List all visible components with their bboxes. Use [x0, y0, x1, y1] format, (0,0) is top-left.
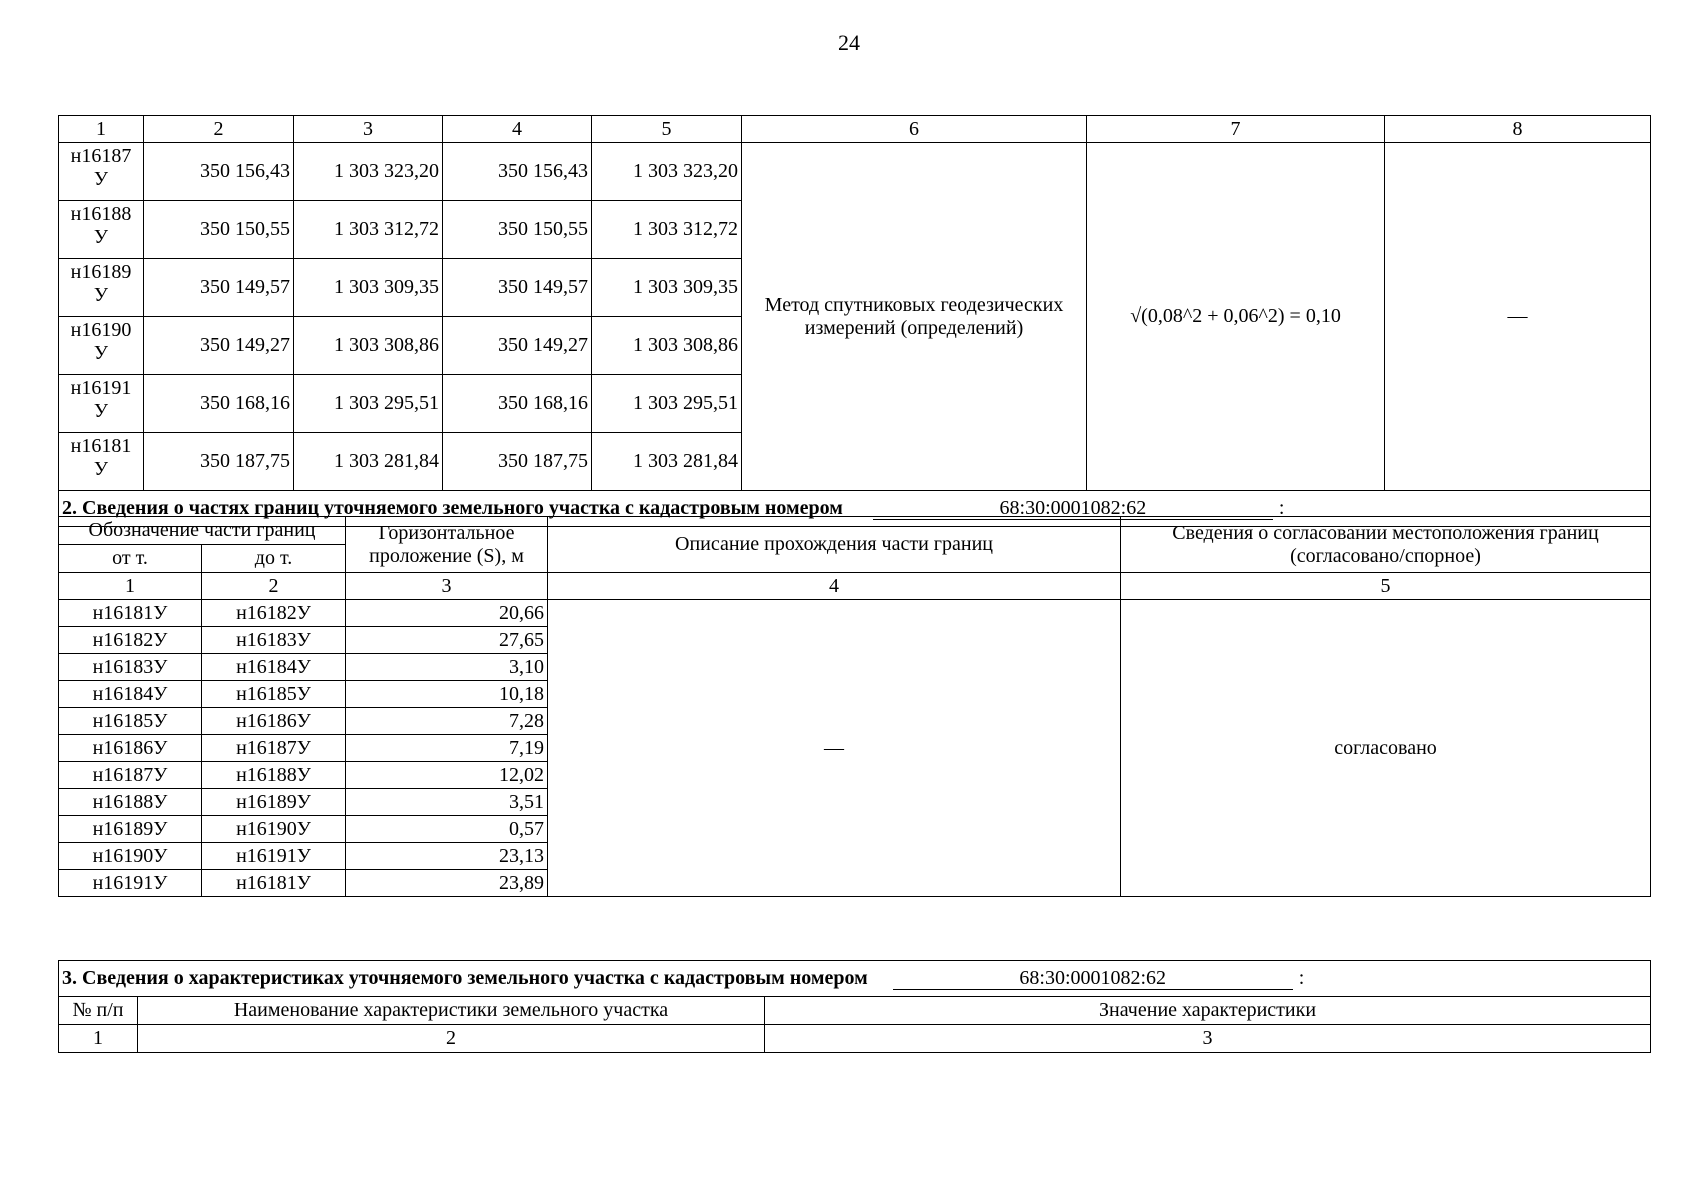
to-point: н16191У	[202, 843, 346, 870]
method-cell: Метод спутниковых геодезических измерений (определений)	[742, 143, 1087, 491]
number-header: № п/п	[59, 997, 138, 1025]
coord-y-cell: 1 303 323,20	[294, 143, 443, 201]
point-name: н16189 У	[59, 259, 144, 317]
agreement-header: Сведения о согласовании местоположения границ (согласовано/спорное)	[1121, 517, 1651, 573]
coord-y-cell: 1 303 281,84	[294, 433, 443, 491]
coord-x-cell: 350 168,16	[144, 375, 294, 433]
from-point: н16184У	[59, 681, 202, 708]
col-number: 8	[1385, 116, 1651, 143]
distance-cell: 10,18	[346, 681, 548, 708]
coord-x-cell: 350 149,57	[443, 259, 592, 317]
table-row	[59, 600, 1651, 627]
name-header: Наименование характеристики земельного участка	[138, 997, 765, 1025]
coord-x-cell: 350 156,43	[144, 143, 294, 201]
to-point: н16188У	[202, 762, 346, 789]
points-header-row	[59, 116, 1651, 143]
coord-x-cell: 350 150,55	[144, 201, 294, 259]
coord-y-cell: 1 303 308,86	[294, 317, 443, 375]
to-point: н16182У	[202, 600, 346, 627]
from-point: н16185У	[59, 708, 202, 735]
part-label-header: Обозначение части границ	[59, 517, 346, 545]
col-number: 3	[765, 1025, 1651, 1053]
to-point: н16183У	[202, 627, 346, 654]
coord-y-cell: 1 303 323,20	[592, 143, 742, 201]
to-point: н16184У	[202, 654, 346, 681]
characteristics-head-row	[59, 997, 1651, 1025]
col-number: 5	[1121, 573, 1651, 600]
boundary-colnum-row	[59, 573, 1651, 600]
from-point: н16182У	[59, 627, 202, 654]
coord-y-cell: 1 303 281,84	[592, 433, 742, 491]
distance-cell: 12,02	[346, 762, 548, 789]
section3-colon: :	[1298, 967, 1305, 989]
points-table	[58, 115, 1651, 527]
agreement-value: согласовано	[1121, 600, 1651, 897]
coord-y-cell: 1 303 312,72	[592, 201, 742, 259]
col-number: 2	[202, 573, 346, 600]
coord-y-cell: 1 303 295,51	[294, 375, 443, 433]
to-point: н16187У	[202, 735, 346, 762]
from-point: н16189У	[59, 816, 202, 843]
section2-title: 2. Сведения о частях границ уточняемого земельного участка с кадастровым номером	[62, 497, 843, 519]
section3-title-row	[59, 961, 1651, 997]
col-number: 4	[443, 116, 592, 143]
distance-cell: 3,51	[346, 789, 548, 816]
col-number: 1	[59, 1025, 138, 1053]
distance-cell: 23,89	[346, 870, 548, 897]
horizontal-header: Горизонтальное проложение (S), м	[346, 517, 548, 573]
section3-cadastral-number: 68:30:0001082:62	[893, 967, 1293, 990]
distance-cell: 7,28	[346, 708, 548, 735]
to-point: н16190У	[202, 816, 346, 843]
col-number: 3	[294, 116, 443, 143]
point-name: н16188 У	[59, 201, 144, 259]
col8-cell: —	[1385, 143, 1651, 491]
point-name: н16181 У	[59, 433, 144, 491]
section3-title: 3. Сведения о характеристиках уточняемого земельного участка с кадастровым номером	[62, 967, 868, 989]
distance-cell: 27,65	[346, 627, 548, 654]
from-header: от т.	[59, 545, 202, 573]
coord-x-cell: 350 149,57	[144, 259, 294, 317]
characteristics-colnum-row	[59, 1025, 1651, 1053]
from-point: н16187У	[59, 762, 202, 789]
col-number: 1	[59, 573, 202, 600]
coord-x-cell: 350 187,75	[443, 433, 592, 491]
coord-y-cell: 1 303 309,35	[294, 259, 443, 317]
point-name: н16191 У	[59, 375, 144, 433]
characteristics-table	[58, 960, 1651, 1053]
boundary-head-row	[59, 517, 1651, 545]
coord-x-cell: 350 156,43	[443, 143, 592, 201]
col-number: 2	[144, 116, 294, 143]
to-point: н16186У	[202, 708, 346, 735]
to-point: н16185У	[202, 681, 346, 708]
coord-y-cell: 1 303 309,35	[592, 259, 742, 317]
boundary-parts-table	[58, 516, 1651, 897]
distance-cell: 3,10	[346, 654, 548, 681]
from-point: н16188У	[59, 789, 202, 816]
coord-y-cell: 1 303 295,51	[592, 375, 742, 433]
page-number: 24	[838, 30, 860, 55]
distance-cell: 0,57	[346, 816, 548, 843]
to-point: н16189У	[202, 789, 346, 816]
col-number: 7	[1087, 116, 1385, 143]
table-row	[59, 143, 1651, 201]
section2-colon: :	[1278, 497, 1285, 519]
col-number: 1	[59, 116, 144, 143]
coord-x-cell: 350 168,16	[443, 375, 592, 433]
coord-y-cell: 1 303 312,72	[294, 201, 443, 259]
col-number: 6	[742, 116, 1087, 143]
from-point: н16181У	[59, 600, 202, 627]
coord-x-cell: 350 149,27	[144, 317, 294, 375]
value-header: Значение характеристики	[765, 997, 1651, 1025]
section3-title-cell	[59, 961, 1651, 997]
description-header: Описание прохождения части границ	[548, 517, 1121, 573]
col-number: 2	[138, 1025, 765, 1053]
coord-x-cell: 350 149,27	[443, 317, 592, 375]
to-point: н16181У	[202, 870, 346, 897]
distance-cell: 20,66	[346, 600, 548, 627]
from-point: н16183У	[59, 654, 202, 681]
point-name: н16187 У	[59, 143, 144, 201]
coord-x-cell: 350 187,75	[144, 433, 294, 491]
to-header: до т.	[202, 545, 346, 573]
coord-x-cell: 350 150,55	[443, 201, 592, 259]
from-point: н16186У	[59, 735, 202, 762]
col-number: 5	[592, 116, 742, 143]
accuracy-cell: √(0,08^2 + 0,06^2) = 0,10	[1087, 143, 1385, 491]
description-value: —	[548, 600, 1121, 897]
col-number: 3	[346, 573, 548, 600]
coord-y-cell: 1 303 308,86	[592, 317, 742, 375]
col-number: 4	[548, 573, 1121, 600]
distance-cell: 7,19	[346, 735, 548, 762]
from-point: н16190У	[59, 843, 202, 870]
distance-cell: 23,13	[346, 843, 548, 870]
point-name: н16190 У	[59, 317, 144, 375]
section2-cadastral-number: 68:30:0001082:62	[873, 497, 1273, 520]
from-point: н16191У	[59, 870, 202, 897]
